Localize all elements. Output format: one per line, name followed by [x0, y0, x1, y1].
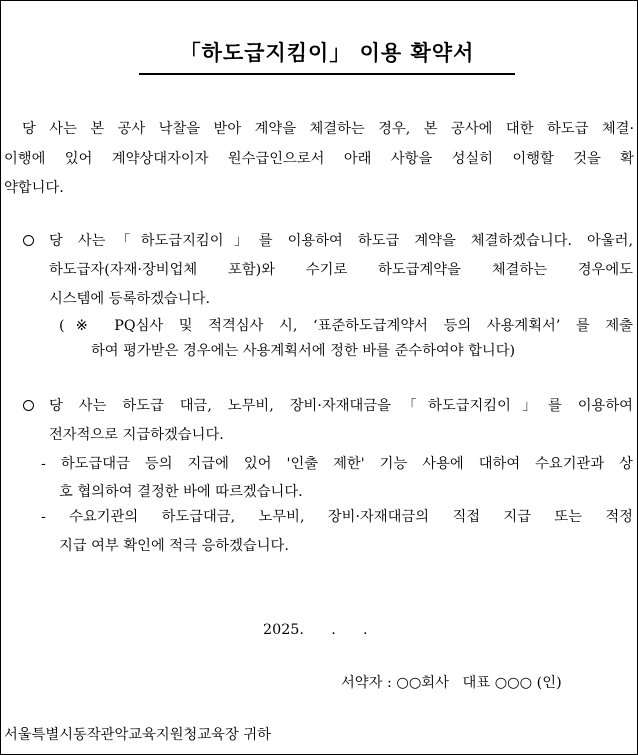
- item1-line-2: 하도급자(자재·장비업체 포함)와 수기로 하도급계약을 체결하는 경우에도: [49, 262, 633, 278]
- signer-line: 서약자 : ○○회사 대표 ○○○ (인): [341, 675, 562, 691]
- item1-bullet: [23, 235, 34, 246]
- item1-note-line-1: (※ PQ심사 및 적격심사 시, ‘표준하도급계약서 등의 사용계획서’ 를 제출: [59, 318, 633, 334]
- item2-sub2-line-1: - 수요기관의 하도급대금, 노무비, 장비·자재대금의 직접 지급 또는 적정: [41, 509, 633, 525]
- document-title: 「하도급지킴이」 이용 확약서: [179, 40, 475, 65]
- item2-line-1: 당 사는 하도급 대금, 노무비, 장비·자재대금을「하도급지킴이」를 이용하여: [49, 398, 633, 414]
- item1-line-1: 당 사는「하도급지킴이」를 이용하여 하도급 계약을 체결하겠습니다. 아울러,: [49, 233, 633, 249]
- signing-date: 2025. . .: [263, 622, 368, 638]
- intro-line-2: 이행에 있어 계약상대자이자 원수급인으로서 아래 사항을 성실히 이행할 것을 확: [4, 151, 634, 167]
- recipient-line: 서울특별시동작관악교육지원청교육장 귀하: [4, 727, 271, 743]
- item1-note-line-2: 하여 평가받은 경우에는 사용계획서에 정한 바를 준수하여야 합니다): [91, 343, 516, 359]
- intro-line-1: [8, 119, 634, 139]
- item2-sub1-line-2: 호 협의하여 결정한 바에 따르겠습니다.: [59, 484, 303, 500]
- item2-sub1-line-1: - 하도급대금 등의 지급에 있어 '인출 제한' 기능 사용에 대하여 수요기관과 상: [41, 456, 633, 472]
- intro-line-1-text: 당 사는 본 공사 낙찰을 받아 계약을 체결하는 경우, 본 공사에 대한 하도급 체결·: [22, 121, 634, 137]
- item2-bullet: [23, 400, 34, 411]
- title-underline: [139, 73, 515, 75]
- item2-line-2: 전자적으로 지급하겠습니다.: [49, 427, 224, 443]
- intro-line-3: 약합니다.: [4, 180, 64, 196]
- item2-sub2-line-2: 지급 여부 확인에 적극 응하겠습니다.: [59, 538, 289, 554]
- item1-line-3: 시스템에 등록하겠습니다.: [49, 291, 211, 307]
